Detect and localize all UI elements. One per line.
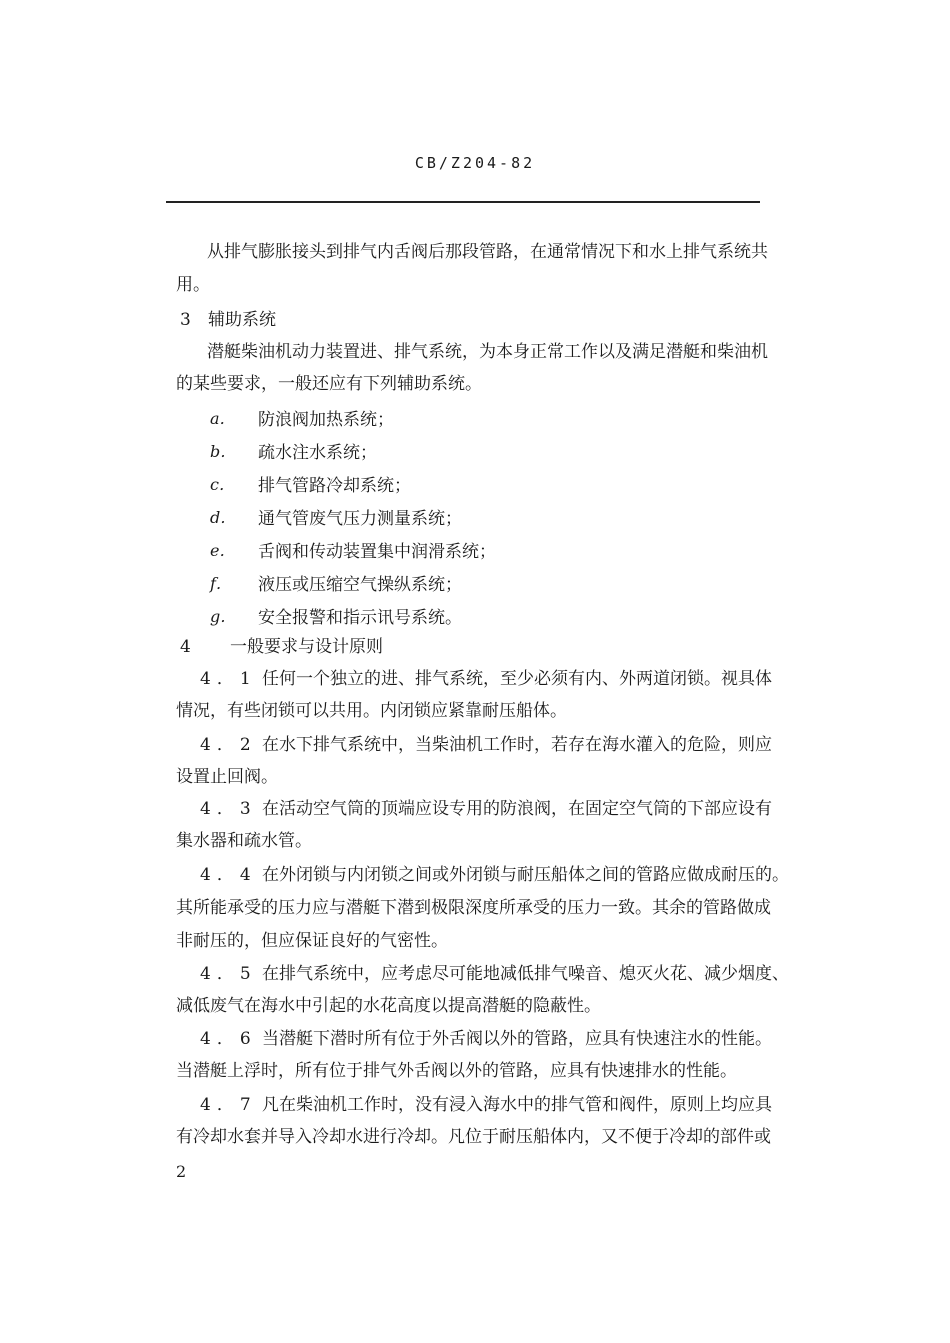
section-3-para-line-1: 潜艇柴油机动力装置进、排气系统，为本身正常工作以及满足潜艇和柴油机 [207, 342, 768, 362]
clause-line: 当潜艇下潜时所有位于外舌阀以外的管路，应具有快速注水的性能。 [262, 1029, 772, 1049]
list-item-letter: b． [210, 442, 237, 461]
clause-line: 在活动空气筒的顶端应设专用的防浪阀，在固定空气筒的下部应设有 [262, 799, 772, 819]
list-item-letter: g． [210, 607, 237, 626]
list-item-text: 通气管废气压力测量系统； [258, 509, 462, 529]
list-item-text: 安全报警和指示讯号系统。 [258, 608, 462, 628]
page-number: 2 [176, 1162, 187, 1181]
clause-line: 集水器和疏水管。 [176, 831, 312, 851]
list-item-letter: d． [210, 508, 237, 527]
list-item-text: 舌阀和传动装置集中润滑系统； [258, 542, 496, 562]
clause-number: 4．7 [200, 1095, 257, 1115]
list-item-letter: e． [210, 541, 236, 560]
list-item-text: 液压或压缩空气操纵系统； [258, 575, 462, 595]
list-item-text: 疏水注水系统； [258, 443, 377, 463]
section-4-number: 4 [180, 637, 191, 657]
clause-number: 4．3 [200, 799, 257, 819]
clause-line: 有冷却水套并导入冷却水进行冷却。凡位于耐压船体内，又不便于冷却的部件或 [176, 1127, 771, 1147]
section-4-title: 一般要求与设计原则 [230, 637, 383, 657]
header-rule [166, 201, 760, 203]
clause-line: 设置止回阀。 [176, 767, 278, 787]
section-3-para-line-2: 的某些要求，一般还应有下列辅助系统。 [176, 374, 482, 394]
clause-line: 任何一个独立的进、排气系统，至少必须有内、外两道闭锁。视具体 [262, 669, 772, 689]
clause-line: 在水下排气系统中，当柴油机工作时，若存在海水灌入的危险，则应 [262, 735, 772, 755]
list-item-text: 防浪阀加热系统； [258, 410, 394, 430]
list-item-letter: c． [210, 475, 235, 494]
clause-line: 情况，有些闭锁可以共用。内闭锁应紧靠耐压船体。 [176, 701, 567, 721]
clause-line: 非耐压的，但应保证良好的气密性。 [176, 931, 448, 951]
clause-line: 凡在柴油机工作时，没有浸入海水中的排气管和阀件，原则上均应具 [262, 1095, 772, 1115]
list-item-letter: f． [210, 574, 232, 593]
clause-number: 4．5 [200, 964, 257, 984]
clause-line: 在排气系统中，应考虑尽可能地减低排气噪音、熄灭火花、减少烟度、 [262, 964, 789, 984]
list-item-letter: a． [210, 409, 236, 428]
section-3-number: 3 [180, 310, 191, 330]
clause-number: 4．6 [200, 1029, 257, 1049]
section-3-title: 辅助系统 [208, 310, 276, 330]
intro-line-1: 从排气膨胀接头到排气内舌阀后那段管路，在通常情况下和水上排气系统共 [207, 242, 768, 262]
list-item-text: 排气管路冷却系统； [258, 476, 411, 496]
clause-line: 在外闭锁与内闭锁之间或外闭锁与耐压船体之间的管路应做成耐压的。 [262, 865, 789, 885]
clause-number: 4．1 [200, 669, 257, 689]
clause-number: 4．4 [200, 865, 257, 885]
clause-line: 其所能承受的压力应与潜艇下潜到极限深度所承受的压力一致。其余的管路做成 [176, 898, 771, 918]
intro-line-2: 用。 [176, 275, 210, 295]
clause-number: 4．2 [200, 735, 257, 755]
clause-line: 当潜艇上浮时，所有位于排气外舌阀以外的管路，应具有快速排水的性能。 [176, 1061, 737, 1081]
document-code-header: CB/Z204-82 [414, 154, 536, 172]
clause-line: 减低废气在海水中引起的水花高度以提高潜艇的隐蔽性。 [176, 996, 601, 1016]
